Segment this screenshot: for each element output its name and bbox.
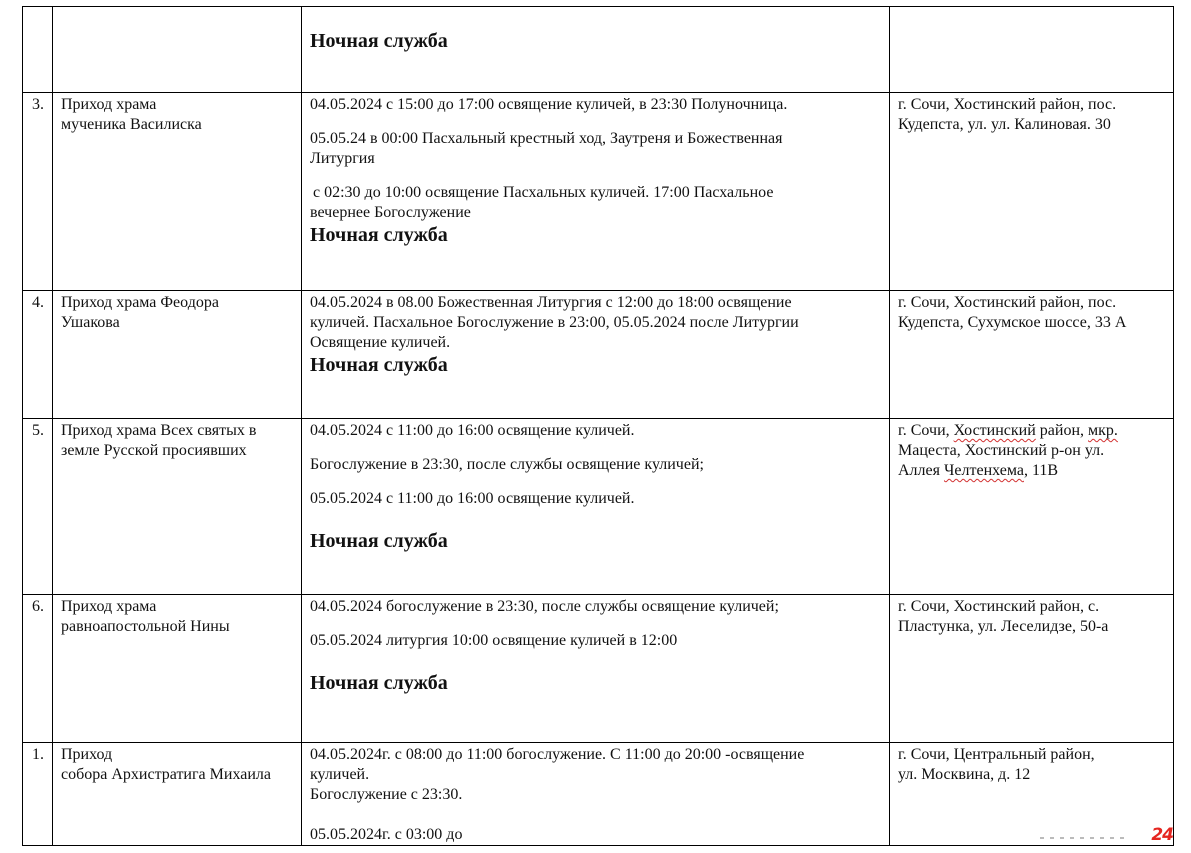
schedule-line: Освящение куличей. bbox=[310, 334, 451, 351]
row-number: 1. bbox=[23, 743, 53, 846]
table-row bbox=[23, 93, 1174, 291]
schedule-cell bbox=[302, 7, 890, 93]
night-service-label: Ночная служба bbox=[310, 224, 448, 246]
parish-name: Приход храма мученика Василиска bbox=[53, 93, 302, 291]
night-service-label: Ночная служба bbox=[310, 672, 448, 694]
address-cell: г. Сочи, Хостинский район, с. Пластунка, ул. Леселидзе, 50-а bbox=[890, 595, 1174, 743]
schedule-cell bbox=[302, 93, 890, 291]
schedule-cell bbox=[302, 743, 890, 846]
address-cell: г. Сочи, Хостинский район, пос. Кудепста, ул. ул. Калиновая. 30 bbox=[890, 93, 1174, 291]
parish-name bbox=[53, 7, 302, 93]
schedule-line: 05.05.2024г. с 03:00 до bbox=[310, 826, 463, 843]
schedule-line: 04.05.2024 с 11:00 до 16:00 освящение куличей. bbox=[310, 422, 635, 439]
row-number: 4. bbox=[23, 291, 53, 419]
night-service-label: Ночная служба bbox=[310, 530, 448, 552]
table-row bbox=[23, 595, 1174, 743]
schedule-line: Литургия bbox=[310, 150, 375, 167]
spellcheck-mark: Хостинский bbox=[953, 422, 1036, 439]
address-cell: г. Сочи, Хостинский район, пос. Кудепста, Сухумское шоссе, 33 А bbox=[890, 291, 1174, 419]
address-cell: г. Сочи, Центральный район, ул. Москвина, д. 12 bbox=[890, 743, 1174, 846]
scan-artifact bbox=[1040, 837, 1130, 839]
parish-name: Приход храма равноапостольной Нины bbox=[53, 595, 302, 743]
schedule-line: 05.05.2024 с 11:00 до 16:00 освящение куличей. bbox=[310, 490, 635, 507]
table-row bbox=[23, 291, 1174, 419]
spellcheck-mark: мкр. bbox=[1088, 422, 1118, 439]
parish-name: Приход храма Всех святых в земле Русской просиявших bbox=[53, 419, 302, 595]
row-number: 6. bbox=[23, 595, 53, 743]
schedule-cell bbox=[302, 419, 890, 595]
schedule-cell bbox=[302, 291, 890, 419]
schedule-line: 04.05.2024 в 08.00 Божественная Литургия с 12:00 до 18:00 освящение bbox=[310, 294, 792, 311]
night-service-label: Ночная служба bbox=[310, 354, 448, 376]
row-number bbox=[23, 7, 53, 93]
schedule-line: Богослужение в 23:30, после службы освящение куличей; bbox=[310, 456, 704, 473]
night-service-label: Ночная служба bbox=[310, 30, 448, 52]
parish-name: Приход собора Архистратига Михаила bbox=[53, 743, 302, 846]
address-cell: г. Сочи, Хостинский район, мкр. Мацеста, Хостинский р-он ул. Аллея Челтенхема, 11В bbox=[890, 419, 1174, 595]
row-number: 5. bbox=[23, 419, 53, 595]
address-cell bbox=[890, 7, 1174, 93]
schedule-line: вечернее Богослужение bbox=[310, 204, 471, 221]
schedule-line: 04.05.2024 богослужение в 23:30, после службы освящение куличей; bbox=[310, 598, 779, 615]
channel-logo-watermark: 24 bbox=[1151, 825, 1173, 845]
schedule-line: 04.05.2024г. с 08:00 до 11:00 богослужение. С 11:00 до 20:00 -освящение bbox=[310, 746, 805, 763]
schedule-line: 05.05.2024 литургия 10:00 освящение куличей в 12:00 bbox=[310, 632, 678, 649]
schedule-line: с 02:30 до 10:00 освящение Пасхальных куличей. 17:00 Пасхальное bbox=[313, 184, 774, 201]
schedule-line: 05.05.24 в 00:00 Пасхальный крестный ход, Заутреня и Божественная bbox=[310, 130, 783, 147]
spellcheck-mark: Челтенхема bbox=[943, 462, 1024, 479]
table-row bbox=[23, 743, 1174, 846]
schedule-line: Богослужение с 23:30. bbox=[310, 786, 463, 803]
parish-name: Приход храма Феодора Ушакова bbox=[53, 291, 302, 419]
row-number: 3. bbox=[23, 93, 53, 291]
schedule-cell bbox=[302, 595, 890, 743]
table-row bbox=[23, 7, 1174, 93]
schedule-line: куличей. bbox=[310, 766, 370, 783]
schedule-line: куличей. Пасхальное Богослужение в 23:00, 05.05.2024 после Литургии bbox=[310, 314, 799, 331]
schedule-line: 04.05.2024 с 15:00 до 17:00 освящение куличей, в 23:30 Полуночница. bbox=[310, 96, 788, 113]
table-row bbox=[23, 419, 1174, 595]
churches-schedule-table bbox=[22, 6, 1174, 846]
